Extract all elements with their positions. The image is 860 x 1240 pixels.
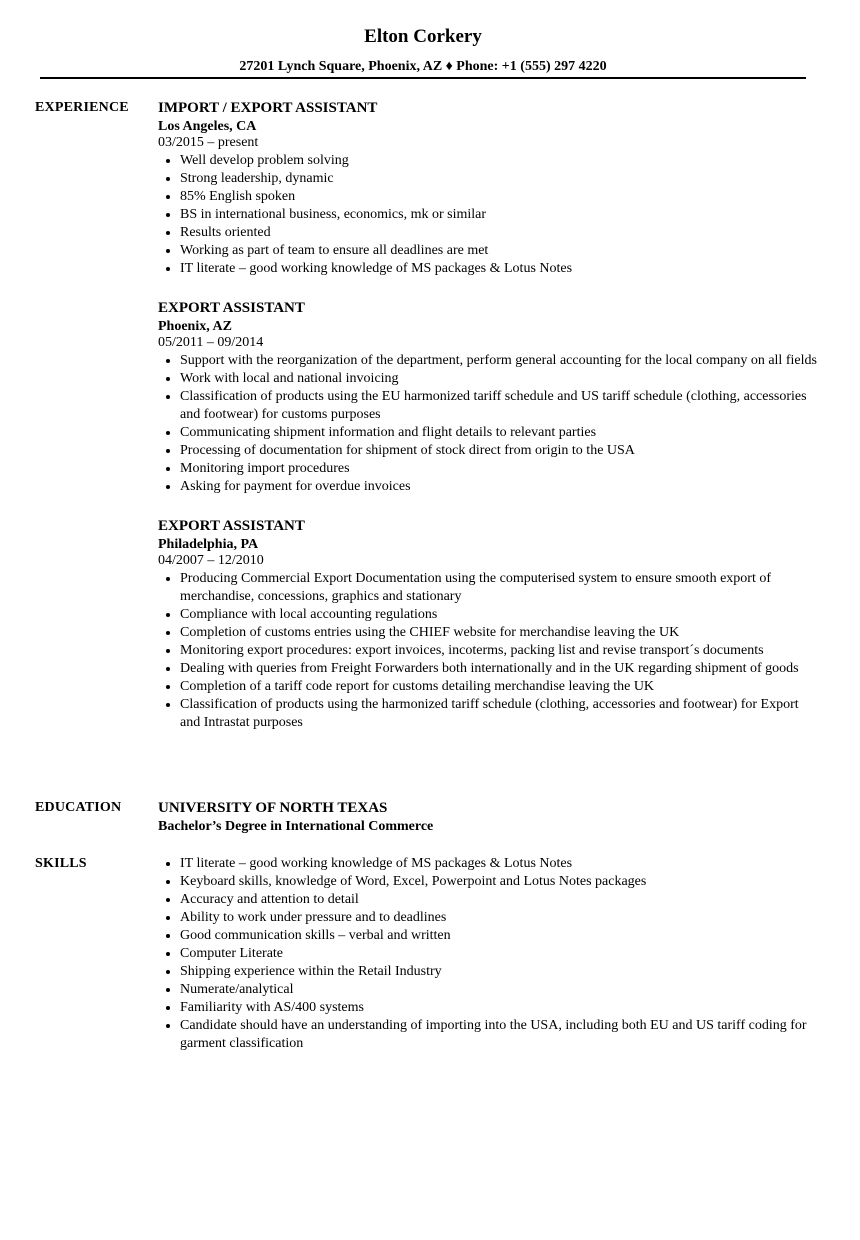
bullet-item: Strong leadership, dynamic [180, 170, 818, 188]
skill-item: Shipping experience within the Retail Industry [180, 963, 818, 981]
skill-item: Accuracy and attention to detail [180, 891, 818, 909]
bullet-item: Working as part of team to ensure all deadlines are met [180, 242, 818, 260]
bullet-item: Processing of documentation for shipment of stock direct from origin to the USA [180, 442, 818, 460]
skill-item: Numerate/analytical [180, 981, 818, 999]
bullet-item: Classification of products using the harmonized tariff schedule (clothing, accessories and footwear) for Export and Intrastat purposes [180, 696, 818, 732]
bullet-item: Producing Commercial Export Documentation using the computerised system to ensure smooth export of merchandise, concessions, graphics and stationary [180, 570, 818, 606]
job-dates: 04/2007 – 12/2010 [158, 553, 264, 568]
bullet-item: Results oriented [180, 224, 818, 242]
bullet-item: Completion of a tariff code report for customs detailing merchandise leaving the UK [180, 678, 818, 696]
bullet-item: Well develop problem solving [180, 152, 818, 170]
job-title: EXPORT ASSISTANT [158, 518, 305, 534]
job-entry [158, 517, 818, 732]
bullet-item: Support with the reorganization of the department, perform general accounting for the local company on all fields [180, 353, 817, 368]
skill-item: Good communication skills – verbal and written [180, 927, 818, 945]
education-school: UNIVERSITY OF NORTH TEXAS [158, 800, 388, 816]
bullet-item: Work with local and national invoicing [180, 370, 818, 388]
job-bullets [158, 152, 818, 278]
job-location: Philadelphia, PA [158, 537, 259, 552]
bullet-item: 85% English spoken [180, 188, 818, 206]
bullet-item: Completion of customs entries using the CHIEF website for merchandise leaving the UK [180, 624, 818, 642]
bullet-item: IT literate – good working knowledge of MS packages & Lotus Notes [180, 260, 818, 278]
contact-line: 27201 Lynch Square, Phoenix, AZ ♦ Phone: +1 (555) 297 4220 [239, 59, 607, 74]
bullet-item: BS in international business, economics, mk or similar [180, 206, 818, 224]
job-location: Los Angeles, CA [158, 119, 257, 134]
skills-list [158, 855, 818, 1053]
job-bullets [158, 352, 818, 496]
bullet-item: Monitoring import procedures [180, 460, 818, 478]
bullet-item: Communicating shipment information and flight details to relevant parties [180, 424, 818, 442]
section-label-education: EDUCATION [35, 800, 122, 815]
bullet-item: Classification of products using the EU harmonized tariff schedule and US tariff schedule (clothing, accessories and footwear) for customs purposes [180, 388, 818, 424]
bullet-item: Dealing with queries from Freight Forwarders both internationally and in the UK regarding shipment of goods [180, 660, 818, 678]
bullet-item: Monitoring export procedures: export invoices, incoterms, packing list and revise transport´s documents [180, 642, 818, 660]
bullet-item: Compliance with local accounting regulations [180, 606, 818, 624]
job-bullets [158, 570, 818, 732]
education-degree: Bachelor’s Degree in International Commerce [158, 819, 434, 834]
section-label-experience: EXPERIENCE [35, 100, 129, 115]
skill-item: Candidate should have an understanding of importing into the USA, including both EU and US tariff coding for garment classification [180, 1017, 818, 1053]
job-entry [158, 99, 818, 278]
skill-item: IT literate – good working knowledge of MS packages & Lotus Notes [180, 855, 818, 873]
bullet-item: Asking for payment for overdue invoices [180, 478, 818, 496]
job-dates: 03/2015 – present [158, 135, 259, 150]
skill-item: Ability to work under pressure and to deadlines [180, 909, 818, 927]
job-title: EXPORT ASSISTANT [158, 300, 305, 316]
section-label-skills: SKILLS [35, 856, 87, 871]
skill-item: Familiarity with AS/400 systems [180, 999, 818, 1017]
job-location: Phoenix, AZ [158, 319, 232, 334]
skill-item: Computer Literate [180, 945, 818, 963]
skill-item: Keyboard skills, knowledge of Word, Excel, Powerpoint and Lotus Notes packages [180, 873, 818, 891]
resume-name: Elton Corkery [364, 26, 482, 47]
job-entry [158, 299, 818, 496]
job-title: IMPORT / EXPORT ASSISTANT [158, 100, 378, 116]
job-dates: 05/2011 – 09/2014 [158, 335, 264, 350]
header-divider [40, 77, 806, 79]
